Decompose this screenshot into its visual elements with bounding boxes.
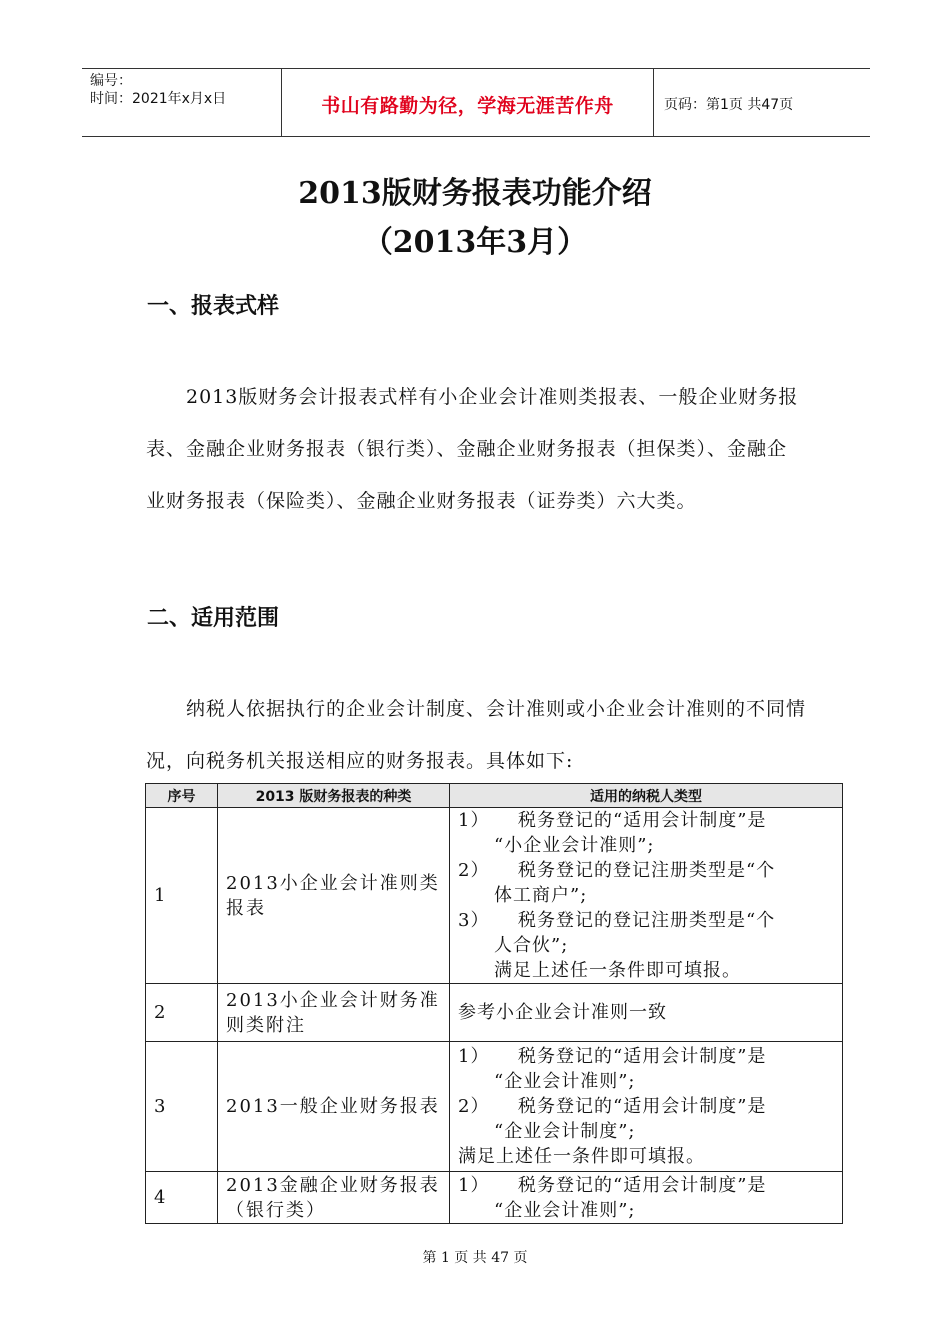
- condition-note: 满足上述任一条件即可填报。: [494, 960, 741, 981]
- table-row: [146, 984, 843, 1042]
- report-kind: 2013小企业会计财务准则类附注: [218, 984, 450, 1042]
- section-paragraph-1: 2013版财务会计报表式样有小企业会计准则类报表、一般企业财务报表、金融企业财务报表（银行类）、金融企业财务报表（担保类）、金融企业财务报表（保险类）、金融企业财务报表（证券类）六大类。: [146, 386, 799, 512]
- condition-continuation: 人合伙”;: [494, 935, 569, 956]
- header-divider: [653, 69, 654, 136]
- header-number: 编号：: [90, 73, 132, 89]
- condition-continuation: “企业会计准则”;: [494, 1199, 636, 1221]
- report-kind: 2013一般企业财务报表: [218, 1042, 450, 1172]
- condition-item: 1） 税务登记的“适用会计制度”是: [458, 810, 767, 831]
- document-subtitle: （2013年3月）: [362, 225, 588, 260]
- condition-continuation: “企业会计制度”;: [494, 1121, 636, 1142]
- header-motto: 书山有路勤为径，学海无涯苦作舟: [321, 95, 614, 117]
- condition-item: 2） 税务登记的“适用会计制度”是: [458, 1096, 767, 1117]
- document-title: 2013版财务报表功能介绍: [298, 176, 652, 211]
- applicable-taxpayers: 参考小企业会计准则一致: [450, 984, 843, 1042]
- row-number: 2: [146, 984, 218, 1042]
- table-header-cell: 适用的纳税人类型: [450, 784, 843, 808]
- applicable-taxpayers: [450, 1172, 843, 1224]
- header-date: 时间：2021年x月x日: [90, 91, 227, 107]
- applicable-taxpayers: [450, 1042, 843, 1172]
- table-header-cell: 序号: [146, 784, 218, 808]
- table-row: [146, 808, 843, 984]
- row-number: 4: [146, 1172, 218, 1224]
- condition-note: 满足上述任一条件即可填报。: [458, 1146, 705, 1167]
- applicable-taxpayers: [450, 808, 843, 984]
- report-kind: 2013小企业会计准则类报表: [218, 808, 450, 984]
- page-header: [82, 68, 870, 137]
- table-row: [146, 1172, 843, 1224]
- condition-item: 2） 税务登记的登记注册类型是“个: [458, 860, 776, 881]
- table-header-cell: 2013 版财务报表的种类: [218, 784, 450, 808]
- table-header-row: [146, 784, 843, 808]
- condition-continuation: 体工商户”;: [494, 885, 588, 906]
- condition-continuation: “小企业会计准则”;: [494, 835, 655, 856]
- condition-continuation: “企业会计准则”;: [494, 1071, 636, 1092]
- condition-item: 3） 税务登记的登记注册类型是“个: [458, 910, 776, 931]
- header-page-number: 页码：第1页 共47页: [664, 97, 794, 113]
- row-number: 3: [146, 1042, 218, 1172]
- report-kind: 2013金融企业财务报表（银行类）: [218, 1172, 450, 1224]
- section-paragraph-2: 纳税人依据执行的企业会计制度、会计准则或小企业会计准则的不同情况，向税务机关报送相应的财务报表。具体如下:: [146, 698, 807, 772]
- table-row: [146, 1042, 843, 1172]
- header-meta: [90, 72, 226, 108]
- page-footer: 第 1 页 共 47 页: [422, 1250, 528, 1266]
- condition-item: 1） 税务登记的“适用会计制度”是: [458, 1046, 767, 1067]
- section-heading-1: 一、报表式样: [147, 294, 280, 319]
- section-heading-2: 二、适用范围: [147, 606, 280, 631]
- row-number: 1: [146, 808, 218, 984]
- condition-item: 1） 税务登记的“适用会计制度”是: [458, 1174, 767, 1196]
- report-types-table: [145, 783, 843, 1224]
